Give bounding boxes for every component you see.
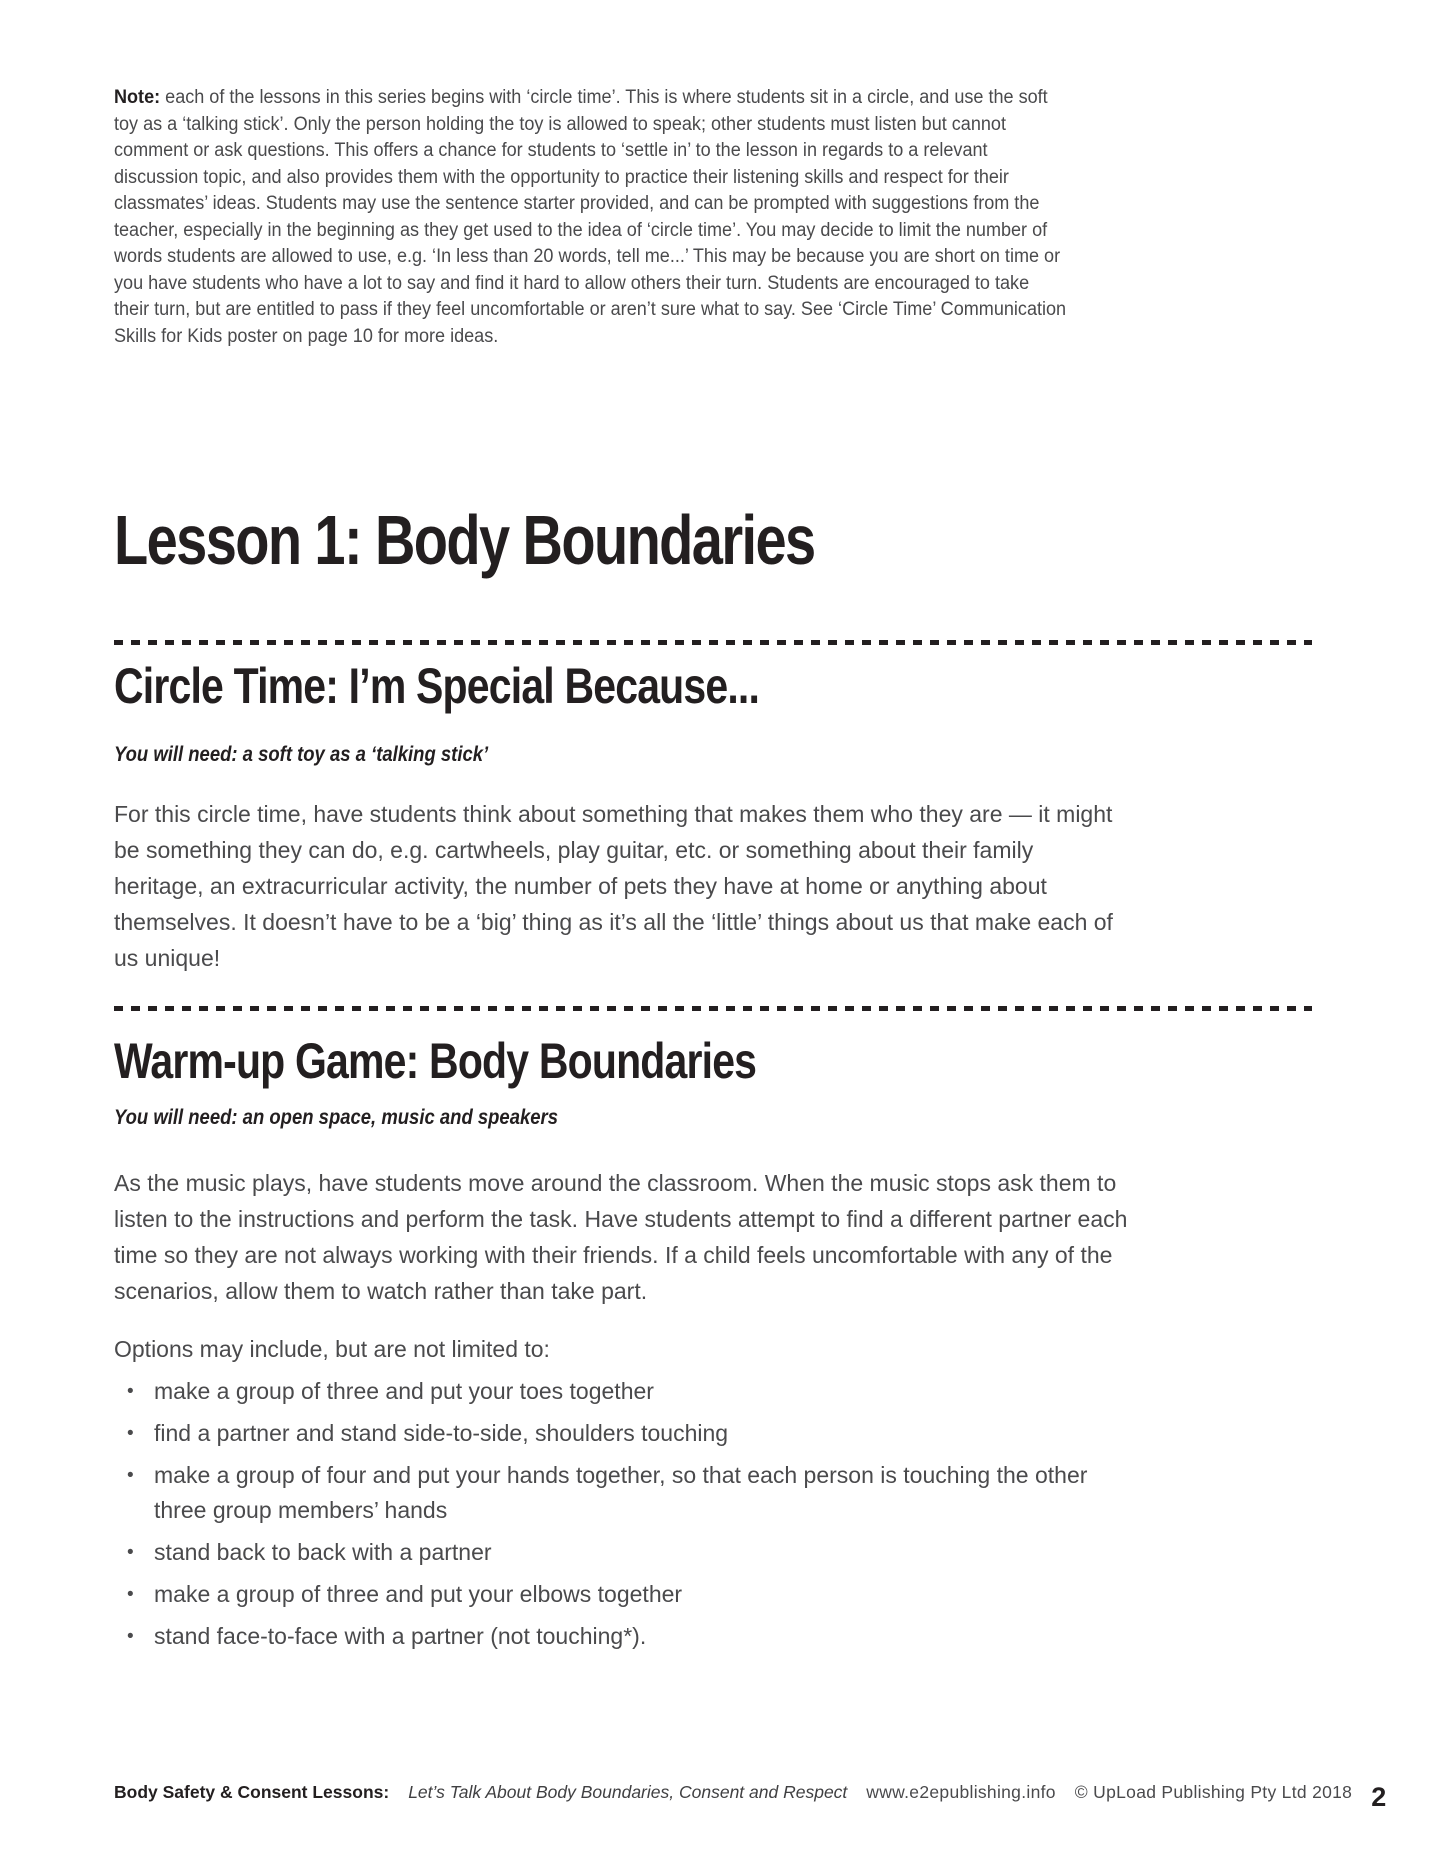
page-number: 2 [1371, 1782, 1387, 1812]
warmup-game-paragraph: As the music plays, have students move around the classroom. When the music stops ask them to listen to the instructions and perform the task. Have students attempt to find a different partner each time so they are not always working with their friends. If a child feels uncomfortable with any of the scenarios, allow them to watch rather than take part. [114, 1170, 1128, 1304]
options-intro: Options may include, but are not limited to: [114, 1336, 550, 1362]
footer-website: www.e2epublishing.info [866, 1782, 1056, 1802]
note-paragraph [114, 85, 1069, 350]
materials-warmup-game [114, 1106, 1312, 1130]
circle-time-paragraph: For this circle time, have students think about something that makes them who they are — it might be something they can do, e.g. cartwheels, play guitar, etc. or something about their family heritage, an extracurricular activity, the number of pets they have at home or anything about themselves. It doesn’t have to be a ‘big’ thing as it’s all the ‘little’ things about us that make each of us unique! [114, 801, 1113, 971]
materials-circle-time-text: You will need: a soft toy as a ‘talking stick’ [114, 743, 489, 766]
footer-copyright: © UpLoad Publishing Pty Ltd 2018 [1074, 1782, 1353, 1802]
section-heading-circle-time [114, 659, 1312, 713]
materials-warmup-game-text: You will need: an open space, music and speakers [114, 1106, 559, 1129]
list-item: • make a group of three and put your elbows together [114, 1577, 1129, 1612]
list-item: • find a partner and stand side-to-side, shoulders touching [114, 1416, 1129, 1451]
dashed-divider [114, 640, 1312, 645]
list-item: • stand face-to-face with a partner (not touching*). [114, 1619, 1129, 1654]
section-heading-circle-time-text: Circle Time: I’m Special Because... [114, 658, 760, 714]
section-heading-warmup-game-text: Warm-up Game: Body Boundaries [114, 1033, 757, 1089]
section-heading-warmup-game [114, 1034, 1312, 1088]
materials-circle-time [114, 743, 1312, 767]
dashed-divider [114, 1006, 1312, 1011]
options-list [114, 1374, 1129, 1654]
note-label: Note: [114, 87, 161, 108]
list-item: • make a group of three and put your toes together [114, 1374, 1129, 1409]
list-item: • make a group of four and put your hands together, so that each person is touching the other three group members’ hands [114, 1458, 1129, 1528]
page-title [114, 502, 1312, 578]
note-text: each of the lessons in this series begins with ‘circle time’. This is where students sit in a circle, and use the soft toy as a ‘talking stick’. Only the person holding the toy is allowed to speak; other students must listen but cannot comment or ask questions. This offers a chance for students to ‘settle in’ to the lesson in regards to a relevant discussion topic, and also provides them with the opportunity to practice their listening skills and respect for their classmates’ ideas. Students may use the sentence starter provided, and can be prompted with suggestions from the teacher, especially in the beginning as they get used to the idea of ‘circle time’. You may decide to limit the number of words students are allowed to use, e.g. ‘In less than 20 words, tell me...’ This may be because you are short on time or you have students who have a lot to say and find it hard to allow others their turn. Students are encouraged to take their turn, but are entitled to pass if they feel uncomfortable or aren’t sure what to say. See ‘Circle Time’ Communication Skills for Kids poster on page 10 for more ideas. [114, 87, 1067, 347]
page-title-text: Lesson 1: Body Boundaries [114, 501, 815, 579]
footer-series-label: Body Safety & Consent Lessons: [114, 1782, 390, 1802]
page-footer [114, 1782, 1387, 1813]
list-item: • stand back to back with a partner [114, 1535, 1129, 1570]
footer-series-title: Let’s Talk About Body Boundaries, Consent and Respect [408, 1782, 848, 1802]
